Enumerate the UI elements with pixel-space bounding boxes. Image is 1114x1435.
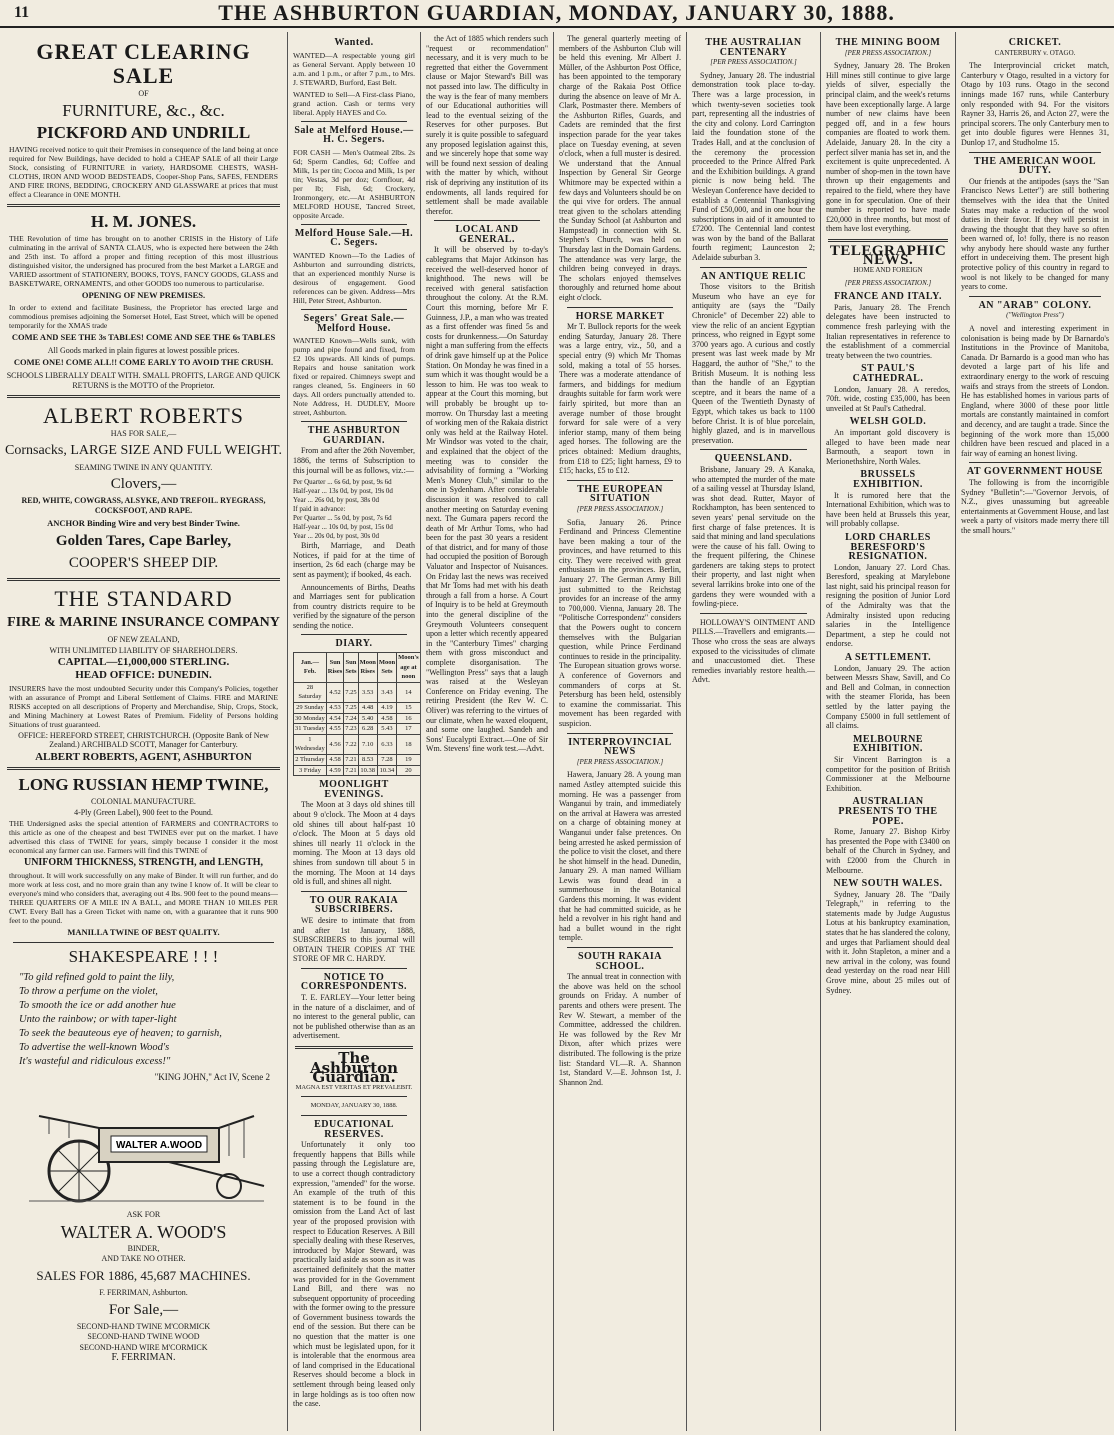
terms-row: Half-year ... 13s 0d, by post, 19s 0d: [293, 487, 393, 496]
melford-heading-2: Melford House Sale.—H. C. Segers.: [294, 227, 414, 249]
local-text: It will be observed by to-day's cablegrams that Major Atkinson has received the well-deserved honor of knighthood. The news will be received with general satisfaction throughout the colony. At the R.M. Court this morning, before Mr F. Guinness, J.P., a man who was treated as a first offender was fined 5s and costs for drunkenness.—On Saturday night a man suffering from the effects of drink gave himself up at the Police Station. On Monday he was fined in a sum which it was thought would be a lesson to him. He was too weak to appear at the Court this morning, but will probably be brought up to-morrow. On Thursday last a meeting of working men of the Rakaia district only was held at the Railway Hotel. Mr Windsor was voted to the chair, and explained that the object of the meeting was to consider the advisability of forming a "Working Men's Money Club," similar to the one in Sydenham. After considerable discussion it was resolved to call another meeting on Saturday evening next. The Gumara papers record the death of Mr Arthur Toms, who had been for the past 30 years a resident of that district, and for many of those had occupied the position of Borough Valuator and Inspector of Nuisances. On Friday last the news was received that Mr Toms had met with his death through a fall from a horse. A Court of Inquiry is to be held at Greymouth into the general discipline of the Greymouth Volunteers consequent upon a letter which recently appeared in the "Canterbury Times" charging them with gross misconduct and complete disorganisation. The "Wellington Press" says that a laugh was raised at the Wesleyan Conference on Friday evening. The retiring President (the Rev W. C. Oliver) was referring to the virtues of our climate, when he waxed eloquent, and some one laughed. Sandeh and Sons' Eucalypti Extract.—One of Sir Wm. Stevens' fine work test.—Advt.: [426, 245, 548, 754]
subscribers-heading: TO OUR RAKAIA SUBSCRIBERS.: [309, 894, 399, 916]
poem-line: "To gild refined gold to paint the lily,: [19, 971, 175, 983]
diary-col: Sun Sets: [344, 653, 358, 683]
mining-text: Sydney, January 28. The Broken Hill mines still continue to give large yields of silver, especially the principal claim, and the week's returns have been exceptionally large. A large number of new claims have been pegged off, and in a few hours companies are floated to work them. Adelaide, January 28. In the city a perfect silver mania has set in, and the excitement is quite unprecedented. A number of shop-men in the town have thrown up their engagements and repaired to the field, where they have gone in for speculation. One of their number is reported to have made £20,000 in three months, but most of them have lost everything.: [826, 61, 950, 234]
divider: [434, 220, 540, 221]
diary-body: [294, 682, 421, 775]
wood-for-sale: For Sale,—: [108, 1301, 179, 1318]
beresford-text: London, January 27. Lord Chas. Beresford, speaking at Marylebone last night, said his principal reason for resigning the position of Junior Lord of the Admiralty was that the Admiralty insisted upon reducing salaries in the Intelligence Department, a step he could not endorse.: [826, 562, 950, 649]
russian-subtitle: COLONIAL MANUFACTURE.: [91, 797, 196, 807]
diary-cell: 29 Sunday: [294, 703, 327, 714]
wanted-ad: WANTED—A respectable young girl as General Servant. Apply between 10 a.m. and 1 p.m., or after 7 p.m., to Mrs. J. STEWARD, Burford, East Belt.: [293, 50, 415, 87]
divider: [700, 613, 807, 614]
divider: [969, 462, 1101, 463]
melford-ad-2: WANTED Known—To the Ladies of Ashburton and surrounding districts, that an experienced monthly Nurse is desirous of engagement. Good references can be given. Address—Mrs Hill, Peter Street, Ashburton.: [293, 250, 415, 305]
divider: [301, 891, 407, 892]
melford-heading: Sale at Melford House.—H. C. Segers.: [294, 124, 414, 146]
diary-cell: 15: [397, 703, 421, 714]
column-6: [821, 32, 956, 1431]
cricket-text: The Interprovincial cricket match, Canterbury v Otago, resulted in a victory for Otago by 103 runs. Otago in the second innings made 167 runs, while Canterbury only responded with 94. For the visitors Rayner 33, Harris 26, and Acton 27, were the principal scorers. The only Canterbury men to get into double figures were Hennes 31, Dunlop 17, and Studholme 15.: [961, 61, 1109, 147]
column-2: [288, 32, 421, 1431]
manilla-line: MANILLA TWINE OF BEST QUALITY.: [67, 927, 220, 938]
brussels-text: It is rumored here that the International Exhibition, which was to have been held at Brussels this year, will probably collapse.: [826, 490, 950, 529]
jones-schools: SCHOOLS LIBERALLY DEALT WITH. SMALL PROFITS, LARGE AND QUICK RETURNS is the MOTTO of the Proprietor.: [6, 370, 281, 390]
centenary-heading: THE AUSTRALIAN CENTENARY: [705, 37, 802, 58]
diary-cell: 2 Thursday: [294, 755, 327, 766]
editorial-continued: the Act of 1885 which renders such "request or recommendation" necessary, and it is very much to be regretted that either the Government clause or Major Steward's Bill was not passed into law. The difficulty in the way is the fear of many members of our Educational authorities will lead to the eventual seizing of the Reserves for other purposes. But surely it is quite possible to safeguard any proposed legislation against this, and we sincerely hope that some way will be found next session of dealing with the matter by which, without risk of depriving any institution of its endowments, all lands required for settlement shall be made available therefor.: [426, 34, 548, 216]
diary-cell: 3 Friday: [294, 765, 327, 776]
moonlight-heading: MOONLIGHT EVENINGS.: [319, 779, 389, 800]
melford-ad: FOR CASH — Men's Oatmeal 2lbs. 2s 6d; Sperm Candles, 6d; Coffee and Milk, 1s per tin; Cocoa and Milk, 1s per tin; Vestas, 3d per doz; Cornflour, 4d per lb; Fish, 6d; Crockery, Ironmongery, etc.—At ASHBURTON MELFORD HOUSE, Tancred Street, opposite Arcade.: [293, 147, 415, 220]
interprovincial-heading: INTERPROVINCIAL NEWS: [568, 736, 672, 758]
diary-col: Moon Rises: [358, 653, 377, 683]
standard-subtitle: FIRE & MARINE INSURANCE COMPANY: [7, 615, 280, 631]
pope-heading: AUSTRALIAN PRESENTS TO THE POPE.: [838, 796, 938, 827]
paper-date: MONDAY, JANUARY 30, 1888.: [310, 1102, 398, 1110]
mining-source: [PER PRESS ASSOCIATION.]: [844, 48, 932, 57]
divider: [301, 1115, 407, 1116]
diary-row: [294, 734, 421, 754]
diary-cell: 7.25: [344, 703, 358, 714]
diary-col: Moon's age at noon: [397, 653, 421, 683]
divider: [700, 267, 807, 268]
editorial-text: Unfortunately it only too frequently happens that Bills while passing through the Legislature are, to use a correct though contradictory expression, "amended" for the worse. An example of the truth of this statement is to be found in the omission from the Land Act of last year of the proposed provision with respect to Education Reserves. A Bill specially dealing with these Reserves, introduced by Major Steward, was practically laid aside as soon as it was ascertained definitely that the matter was provided for in the Government Land Bill, and there was no subsequent opportunity of proceeding with the former owing to the pressure of Government business towards the end of the session. But there can be no question that the matter is one which must be legislated upon, for it is intolerable that the enormous area of land comprised in the Educational Reserves should become a block in settlement through being leased only in large holdings as is too often now the case.: [293, 1140, 415, 1409]
machine-label: WALTER A.WOOD: [115, 1140, 202, 1152]
poem-line: To advertise the well-known Wood's: [19, 1041, 170, 1053]
standard-agent: ALBERT ROBERTS, AGENT, ASHBURTON: [35, 750, 252, 763]
wood-ask: ASK FOR: [126, 1210, 161, 1220]
standard-body: INSURERS have the most undoubted Security under this Company's Policies, together with an assurance of Prompt and Liberal Settlement of Claims. FIRE and MARINE RISKS accepted on all descriptions of Property and Merchandise, Ship, Crops, Stock, and Mining Machinery at Lowest Rates of Premium. Fidelity of Persons holding Situations of trust guaranteed.: [9, 683, 278, 729]
diary-cell: 4.55: [326, 724, 343, 735]
clearing-items: FURNITURE, &c., &c.: [62, 100, 225, 120]
diary-cell: 7.25: [344, 682, 358, 702]
wood-binder: BINDER,: [127, 1243, 160, 1253]
holloway-advert: HOLLOWAY'S OINTMENT AND PILLS.—Travellers and emigrants.—Those who cross the seas are always exposed to the vicissitudes of climate and unaccustomed diet. These remedies invariably restore health.—Advt.: [692, 617, 815, 685]
divider: [301, 634, 407, 635]
beresford-heading: LORD CHARLES BERESFORD'S RESIGNATION.: [845, 531, 931, 563]
roberts-tares: Golden Tares, Cape Barley,: [55, 533, 232, 550]
wool-duty-text: Our friends at the antipodes (says the "San Francisco News Letter") are still bothering themselves with the idea that the United States may make a reduction of the wool duties in their favor. If they will persist in drawing the thought that they have so often been warned of, lo! folly, there is no reason why anybody here should waste any further effort in undeceiving them. The present high protective policy of this country in regard to wool is not likely to be changed for many years to come.: [961, 176, 1109, 292]
france-italy-text: Paris, January 28. The French delegates have been instructed to commence fresh parleying with the Italian representatives in reference to the establishment of a commercial treaty between the two countries.: [826, 302, 950, 360]
reaper-binder-illustration: [19, 1086, 269, 1206]
paper-motto: MAGNA EST VERITAS ET PREVALEBIT.: [295, 1083, 413, 1091]
arab-colony-text: A novel and interesting experiment in colonisation is being made by Dr Barnardo's Institutions in the Province of Manitoba, Canada. Dr Barnardo is a good man who has devoted a large part of his life and extraordinary energy to the work of rescuing waifs and strays from the streets of London. He has established homes in various parts of England, where 3000 of these poor little mortals are constantly maintained in comfort and decency, and are taught a trade. Since the beginning of the work more than 15,000 children have been rescued and placed in a fair way of earning an honest living.: [961, 324, 1109, 458]
divider: [301, 968, 407, 969]
diary-cell: 31 Tuesday: [294, 724, 327, 735]
horse-market-text: Mr T. Bullock reports for the week ending Saturday, January 28. There was a large entry, viz., 50, and a special entry (9) which Mr Thomas sold, making a total of 55 horses. There was a moderate attendance of farmers, and biddings for medium draughts suitable for farm work were fairly spirited, but more than an average number of those brought forward for sale were of a very inferior stamp, many of them being aged horses. The following are the prices obtained: Medium draughts, from £18 to £25; light harness, £9 to £15; hacks, £5 to £12.: [559, 322, 681, 476]
divider: [567, 733, 673, 734]
centenary-source: [PER PRESS ASSOCIATION.]: [710, 58, 797, 67]
queensland-text: Brisbane, January 29. A Kanaka, who attempted the murder of the mate of a sailing vessel at Thursday Island, was shot dead. Rutter, Mayor of Rockhampton, has been sentenced to seven years' penal servitude on the first charge of false pretences. It is said that mining and land speculations were the cause of his fall. Owing to the frequent pilfering, the Chinese gardeners are taking steps to protect their property, and last night when several larrikins broke into one of the gardens they were wounded with a fowling-piece.: [692, 464, 815, 609]
jones-come: COME AND SEE THE 3s TABLES! COME AND SEE THE 6s TABLES: [11, 332, 276, 343]
divider: [969, 152, 1101, 153]
telegraphic-heading: TELEGRAPHIC NEWS.: [829, 242, 947, 269]
wood-list-item: SECOND-HAND WIRE M'CORMICK: [79, 1342, 208, 1352]
wood-list-item: SECOND-HAND TWINE WOOD: [87, 1332, 200, 1342]
divider: [567, 307, 673, 308]
divider: [13, 942, 274, 943]
wanted-heading: Wanted.: [334, 37, 374, 48]
horse-market-heading: HORSE MARKET: [575, 310, 665, 322]
diary-cell: 7.24: [344, 713, 358, 724]
european-text: Sofia, January 26. Prince Ferdinand and Princess Clementine have been making a tour of the provinces, and have returned to this city. They were received with great enthusiasm in the provinces. Berlin, January 27. The German Army Bill just submitted to the Reichstag provides for an increase of the army to 700,000. Vienna, January 28. The "Politische Correspondenz" considers that the Powers ought to concern themselves with the Bulgarian question, while Prince Ferdinand continues to reside in the principality. The European situation grows worse. A conference of Governors and commanders of corps at St. Petersburg has been held, ostensibly to examine the commissariat. This movement has been regarded with suspicion.: [559, 517, 681, 728]
diary-cell: 4.48: [358, 703, 377, 714]
segers-heading: Segers' Great Sale.—Melford House.: [303, 312, 405, 334]
editorial-heading: EDUCATIONAL RESERVES.: [314, 1119, 394, 1140]
newspaper-title: THE ASHBURTON GUARDIAN, MONDAY, JANUARY 30, 1888.: [218, 0, 895, 25]
diary-row: [294, 703, 421, 714]
telegraphic-source: [PER PRESS ASSOCIATION.]: [844, 278, 932, 287]
standard-office: OFFICE: HEREFORD STREET, CHRISTCHURCH. (Opposite Bank of New Zealand.) ARCHIBALD SCOTT, Manager for Canterbury.: [18, 730, 269, 750]
divider: [301, 224, 407, 225]
guardian-terms-intro: From and after the 26th November, 1886, the terms of Subscription to this journal will be as follows, viz.:—: [293, 446, 415, 475]
cricket-subheading: CANTERBURY v. OTAGO.: [994, 48, 1076, 57]
russian-body: THE Undersigned asks the special attention of FARMERS and CONTRACTORS to this article as one of the cheapest and best TWINES ever put on the market. I have advertised this class of TWINE for years, simply because I consider it the most economical any farmer can use. Farmers will find this TWINE of: [9, 819, 278, 856]
centenary-text: Sydney, January 28. The industrial demonstration took place to-day. There was a large procession, in which twenty-seven societies took part, representing all the industries of the city and colony. Lord Carrington laid the foundation stone of the Trades Hall, and at the conclusion of the ceremony the procession proceeded to the Prince Alfred Park and the Exhibition buildings. A grand picnic is now being held. The Wesleyan Conference have decided to establish a Centennial Thanksgiving Fund of £50,000, and in one hour the subscriptions in aid of it amounted to £7200. The Centennial land contest was won by the band of the Ballarat fourth regiment; Launceston 2; Adelaide suburban 3.: [692, 70, 815, 263]
terms-row: Per Quarter ... 5s 0d, by post, 7s 6d: [293, 514, 392, 523]
divider: [7, 204, 280, 207]
diary-cell: 4.58: [326, 755, 343, 766]
roberts-clovers-list: RED, WHITE, COWGRASS, ALSYKE, AND TREFOIL. RYEGRASS, COCKSFOOT, AND RAPE.: [21, 496, 266, 515]
moonlight-text: The Moon at 3 days old shines till about 9 o'clock. The Moon at 4 days old shines till about half-past 10 o'clock. The Moon at 5 days old shines till nearly 11 o'clock in the morning. The Moon at 13 days old shines from sundown till about 5 in the morning. The Moon at 14 days old is full, and shines all night.: [293, 800, 415, 887]
diary-cell: 17: [397, 724, 421, 735]
wool-duty-heading: THE AMERICAN WOOL DUTY.: [973, 155, 1097, 177]
diary-cell: 1 Wednesday: [294, 734, 327, 754]
divider: [301, 421, 407, 422]
poem-line: To seek the beauteous eye of heaven; to garnish,: [19, 1027, 222, 1039]
terms-row: Per Quarter ... 6s 6d, by post, 9s 6d: [293, 478, 392, 487]
jones-cry: COME ONE! COME ALL!! COME EARLY TO AVOID THE CRUSH.: [13, 357, 274, 368]
diary-cell: 7.23: [344, 724, 358, 735]
terms-list: [293, 478, 415, 541]
diary-cell: 6.33: [377, 734, 396, 754]
roberts-cornsacks: Cornsacks, LARGE SIZE AND FULL WEIGHT.: [5, 442, 282, 458]
st-pauls-heading: ST PAUL'S CATHEDRAL.: [852, 363, 924, 384]
cricket-heading: CRICKET.: [1008, 37, 1062, 48]
column-adverts: [0, 32, 288, 1431]
standard-liability: WITH UNLIMITED LIABILITY OF SHAREHOLDERS.: [49, 645, 238, 655]
wood-signature: F. FERRIMAN.: [111, 1352, 176, 1364]
diary-cell: 7.22: [344, 734, 358, 754]
standard-of: OF NEW ZEALAND,: [107, 635, 180, 645]
wood-name: WALTER A. WOOD'S: [60, 1221, 227, 1242]
interprovincial-text: Hawera, January 28. A young man named Astley attempted suicide this morning. He was a passenger from Wanganui by train, and immediately on the arrival at Hawera was arrested on a charge of obtaining money at Wanganui under false pretences. On being arrested he asked permission of the police to visit the closet, and there he shot himself in the head. Dunedin, January 29. A man named William Lewis was found dead in a summerhouse in the Botanical Gardens this morning. It was evident that he had committed suicide, as he held a revolver in his right hand and had a bullet wound in the right temple.: [559, 770, 681, 943]
european-heading: THE EUROPEAN SITUATION: [577, 483, 663, 505]
government-house-text: The following is from the incorrigible Sydney "Bulletin":—"Governor Jervois, of N.Z., gives unassuming but agreeable entertainments at Government House, and last week a party of visitors made merry there till the small hours.": [961, 477, 1109, 535]
divider: [969, 296, 1101, 297]
roberts-clovers: Clovers,—: [110, 476, 177, 493]
terms-row: Half-year ... 10s 0d, by post, 15s 0d: [293, 523, 393, 532]
diary-cell: 30 Monday: [294, 713, 327, 724]
diary-cell: 16: [397, 713, 421, 724]
diary-cell: 3.53: [358, 682, 377, 702]
interprovincial-source: [PER PRESS ASSOCIATION.]: [576, 757, 664, 766]
clearing-firm: PICKFORD AND UNDRILL: [36, 122, 251, 142]
divider: [7, 578, 280, 581]
divider: [828, 239, 948, 242]
diary-cell: 3.43: [377, 682, 396, 702]
announce-text: Announcements of Births, Deaths and Marriages sent for publication from country districts require to be verified by the signature of the person sending the notice.: [293, 582, 415, 630]
terms-row: Year ... 20s 0d, by post, 30s 0d: [293, 532, 380, 541]
divider: [7, 395, 280, 398]
roberts-anchor: ANCHOR Binding Wire and very best Binder Twine.: [47, 517, 240, 528]
diary-cell: 6.28: [358, 724, 377, 735]
diary-cell: 18: [397, 734, 421, 754]
wood-sales: SALES FOR 1886, 45,687 MACHINES.: [36, 1268, 251, 1284]
column-7: [956, 32, 1114, 1431]
diary-cell: 4.52: [326, 682, 343, 702]
diary-cell: 5.40: [358, 713, 377, 724]
clearing-body: HAVING received notice to quit their Premises in consequence of the land being at once required for New Buildings, have decided to hold a CHEAP SALE of all their Large Stock, consisting of FURNITURE in variety, HARDSOME CHESTS, WASH-CLOTHS, IRON AND WOOD BEDSTEADS, Cooper-Shop Pans, SAFES, FENDERS AND FIRE IRONS, BEDDING, CROCKERY AND GLASSWARE at prices that must effect a Clearance in ONE MONTH.: [9, 144, 278, 199]
divider: [700, 449, 807, 450]
poem: [19, 971, 268, 1069]
subscribers-text: WE desire to intimate that from and after 1st January, 1888, SUBSCRIBERS to this journal will OBTAIN THEIR COPIES AT THE STORE OF MR C. HARDY.: [293, 915, 415, 964]
masthead: [0, 0, 1114, 28]
rakaia-school-heading: SOUTH RAKAIA SCHOOL.: [577, 951, 663, 972]
jones-body: THE Revolution of time has brought on to another CRISIS in the History of Life culminating in the arrival of SANTA CLAUS, who is expected here between the 24th and 25th inst. To afford a proper and fitting reception of this most illustrious distinguished visitor, the undersigned has procured from the best Market a LARGE and VARIED assortment of STATIONERY, BOOKS, TOYS, FANCY GOODS, GLASS and BASKETWARE, ORNAMENTS, and other GOODS too numerous to particularise.: [9, 233, 278, 288]
diary-cell: 7.10: [358, 734, 377, 754]
russian-uniform: UNIFORM THICKNESS, STRENGTH, and LENGTH,: [23, 857, 264, 869]
divider: [7, 767, 280, 770]
jones-title: H. M. JONES.: [90, 211, 197, 231]
diary-cell: 4.53: [326, 703, 343, 714]
diary-row: [294, 724, 421, 735]
poem-line: To throw a perfume on the violet,: [19, 985, 158, 997]
wood-agent: F. FERRIMAN, Ashburton.: [99, 1288, 188, 1298]
rakaia-school-text: The annual treat in connection with the above was held on the school grounds on Friday. A number of parents and others were present. The Rev W. Stewart, a member of the Committee, addressed the children. He was followed by the Rev Mr Dixon, after which prizes were distributed. The following is the prize list: Standard VI.—R. A. Shannon 1st, Standard V.—E. Johnson 1st, J. Shannon 2nd.: [559, 972, 681, 1087]
correspondents-text: T. E. FARLEY—Your letter being in the nature of a disclaimer, and of no interest to the general public, can not be published otherwise than as an advertisement.: [293, 993, 415, 1041]
wood-take-none: AND TAKE NO OTHER.: [101, 1254, 186, 1264]
diary-cell: 14: [397, 682, 421, 702]
diary-row: [294, 713, 421, 724]
diary-cell: 4.58: [377, 713, 396, 724]
welsh-gold-heading: WELSH GOLD.: [849, 416, 927, 428]
queensland-heading: QUEENSLAND.: [714, 453, 793, 465]
diary-cell: 8.53: [358, 755, 377, 766]
correspondents-heading: NOTICE TO CORRESPONDENTS.: [300, 971, 408, 993]
divider: [567, 480, 673, 481]
diary-cell: 10.38: [358, 765, 377, 776]
standard-title: THE STANDARD: [54, 586, 233, 612]
diary-row: [294, 682, 421, 702]
diary-cell: 4.54: [326, 713, 343, 724]
guardian-terms-heading: THE ASHBURTON GUARDIAN.: [307, 425, 401, 446]
segers-ad: WANTED Known—Wells sunk, with pump and pipe found and fixed, from £2 10s upwards. All kinds of pumps. Repairs and house sanitation work fixed or repaired. Chimneys swept and ranges cleaned, 5s. Engineers in 60 days. All orders punctually attended to. Note Address, H. DUDLEY, Moore street, Ashburton.: [293, 336, 415, 418]
relic-text: Those visitors to the British Museum who have an eye for antiquity are (says the "Daily Chronicle" of December 22) able to view the relic of an ancient Egyptian princess, who reigned in Egypt some 3700 years ago. A curious and costly present was last week made by Mr Haggard, the author of "She," to the British Museum. It is nothing less than the handle of an Egyptian sceptre, and it bears the name of a Queen of the Twentieth Dynasty of Egypt, which takes us back to 1100 before Christ. It is of blue porcelain, highly glazed, and is in marvellous preservation.: [692, 282, 815, 445]
diary-cell: 4.59: [326, 765, 343, 776]
jones-premises: OPENING OF NEW PREMISES.: [81, 289, 206, 300]
standard-capital: CAPITAL—£1,000,000 STERLING.: [57, 656, 230, 669]
nsw-heading: NEW SOUTH WALES.: [833, 878, 943, 890]
local-heading: LOCAL AND GENERAL.: [455, 224, 519, 245]
divider: [567, 947, 673, 948]
notices-text: Birth, Marriage, and Death Notices, if paid for at the time of insertion, 2s 6d each (charge may be sent as payment); if booked, 4s each.: [293, 541, 415, 579]
pope-text: Rome, January 27. Bishop Kirby has presented the Pope with £3400 on behalf of the Church in Sydney, and with £2000 from the Church in Melbourne.: [826, 827, 950, 875]
news-text: The general quarterly meeting of members of the Ashburton Club will be held this evening. Mr Albert J. Müller, of the Ashburton Post Office, has been appointed to the temporary charge of the Rakaia Post Office during the absence on leave of Mr A. Clark, Postmaster there. Members of the Ashburton Rifles, Guards, and Cadets are reminded that the first inspection parade for the year takes place on Tuesday evening, at seven o'clock, when a full muster is desired. We understand that the Annual Inspection by General Sir George Whitmore may be expected within a few days and Volunteers should be on the qui vive for orders. The annual treat given to the scholars attending the Sunday School (at Ashburton and Hampstead) in connection with St. Stephen's Church, was held on Thursday last in the Domain Gardens. The attendance was very large, the children being conveyed in drays. The scholars enjoyed themselves thoroughly and returned home about eight o'clock.: [559, 34, 681, 303]
diary-table: [293, 652, 421, 776]
diary-cell: 19: [397, 755, 421, 766]
russian-title: LONG RUSSIAN HEMP TWINE,: [18, 775, 269, 795]
clearing-of: OF: [138, 89, 149, 98]
page-number: 11: [14, 4, 30, 21]
diary-cell: 7.21: [344, 765, 358, 776]
standard-head-office: HEAD OFFICE: DUNEDIN.: [75, 668, 212, 681]
diary-cell: 7.28: [377, 755, 396, 766]
terms-row: Year ... 26s 0d, by post, 38s 0d: [293, 496, 380, 505]
paper-name: The Ashburton Guardian.: [309, 1049, 399, 1087]
european-source: [PER PRESS ASSOCIATION.]: [576, 504, 664, 513]
france-italy-heading: FRANCE AND ITALY.: [834, 291, 942, 303]
divider: [301, 1096, 407, 1097]
diary-header-row: [294, 653, 421, 683]
arab-colony-source: ("Wellington Press"): [1006, 311, 1064, 320]
brussels-heading: BRUSSELS EXHIBITION.: [853, 469, 923, 490]
settlement-text: London, January 29. The action between Messrs Shaw, Savill, and Co and Bell and Colman, in connection with the steamer Florida, has been settled by the latter paying the Company £5000 in full settlement of all claims.: [826, 663, 950, 731]
welsh-gold-text: An important gold discovery is alleged to have been made near Barmouth, a seaport town in Merionethshire, North Wales.: [826, 427, 950, 466]
divider: [301, 309, 407, 310]
diary-row: [294, 755, 421, 766]
wood-list-item: SECOND-HAND TWINE M'CORMICK: [76, 1321, 211, 1331]
poem-line: Unto the rainbow; or with taper-light: [19, 1013, 177, 1025]
clearing-title: GREAT CLEARING SALE: [36, 39, 251, 88]
diary-heading: DIARY.: [335, 638, 373, 650]
diary-row: [294, 765, 421, 776]
roberts-sale: HAS FOR SALE,—: [110, 429, 177, 439]
russian-ply: 4-Ply (Green Label), 900 feet to the Pound.: [74, 807, 213, 817]
russian-body-2: throughout. It will work successfully on any make of Binder. It will run further, and do more work at less cost, and no more grain than any twine I know of. It will be clear to everyone's mind who considers that, averaging out 4 lbs. 900 feet to the pound means—THREE QUARTERS OF A MILE IN A BALL, and MORE THAN 10 MILES PER CWT. Every Ball has a Green Ticket with name on, with a guarantee that it runs 900 feet to the pound.: [9, 871, 278, 926]
terms-row: If paid in advance:: [293, 505, 346, 514]
roberts-title: ALBERT ROBERTS: [42, 403, 245, 429]
divider: [301, 121, 407, 122]
diary-cell: 5.43: [377, 724, 396, 735]
diary-cell: 20: [397, 765, 421, 776]
poem-source: "KING JOHN," Act IV, Scene 2: [154, 1071, 270, 1082]
wanted-ad: WANTED to Sell—A First-class Piano, grand action. Cash or terms very liberal. Apply HAYES and Co.: [293, 89, 415, 117]
melbourne-heading: MELBOURNE EXHIBITION.: [852, 733, 924, 755]
nsw-text: Sydney, January 28. The "Daily Telegraph," in referring to the statements made by Judge Augustus Lotus at his bankruptcy examination, states that he has slandered the colony, and urges that Parliament should deal with it. John Stapleton, a miner and a new arrival in the colony, was found dead yesterday on the road near Hill Grove mine, about 25 miles out of Sydney.: [826, 889, 950, 995]
column-5: [687, 32, 821, 1431]
column-3: [421, 32, 554, 1431]
jones-goods: All Goods marked in plain figures at lowest possible prices.: [47, 345, 240, 355]
melbourne-text: Sir Vincent Barrington is a competitor for the position of British Commissioner at the Melbourne Exhibition.: [826, 754, 950, 793]
roberts-twine: SEAMING TWINE IN ANY QUANTITY.: [74, 462, 213, 472]
relic-heading: AN ANTIQUE RELIC: [700, 270, 807, 282]
diary-col: Jan.—Feb.: [294, 653, 327, 683]
poem-line: It's wasteful and ridiculous excess!": [19, 1055, 171, 1067]
diary-cell: 4.56: [326, 734, 343, 754]
diary-cell: 10.34: [377, 765, 396, 776]
diary-cell: 7.21: [344, 755, 358, 766]
diary-col: Sun Rises: [326, 653, 343, 683]
jones-premises-body: In order to extend and facilitate Business, the Proprietor has erected large and commodious premises adjoining the Somerset Hotel, East Street, which will be opened temporarily for the XMAS trade: [9, 303, 278, 331]
diary-col: Moon Sets: [377, 653, 396, 683]
diary-cell: 4.19: [377, 703, 396, 714]
shakespeare-title: SHAKESPEARE ! ! !: [68, 946, 219, 966]
settlement-heading: A SETTLEMENT.: [844, 652, 932, 664]
arab-colony-heading: AN "ARAB" COLONY.: [978, 299, 1092, 311]
government-house-heading: AT GOVERNMENT HOUSE: [966, 466, 1104, 478]
roberts-cooper: COOPER'S SHEEP DIP.: [68, 555, 219, 572]
mining-heading: THE MINING BOOM: [835, 37, 941, 48]
poem-line: To smooth the ice or add another hue: [19, 999, 176, 1011]
column-4: [554, 32, 687, 1431]
diary-cell: 28 Saturday: [294, 682, 327, 702]
st-pauls-text: London, January 28. A reredos, 70ft. wide, costing £35,000, has been unveiled at St Paul's Cathedral.: [826, 384, 950, 413]
telegraphic-sub: HOME AND FOREIGN: [853, 266, 923, 275]
